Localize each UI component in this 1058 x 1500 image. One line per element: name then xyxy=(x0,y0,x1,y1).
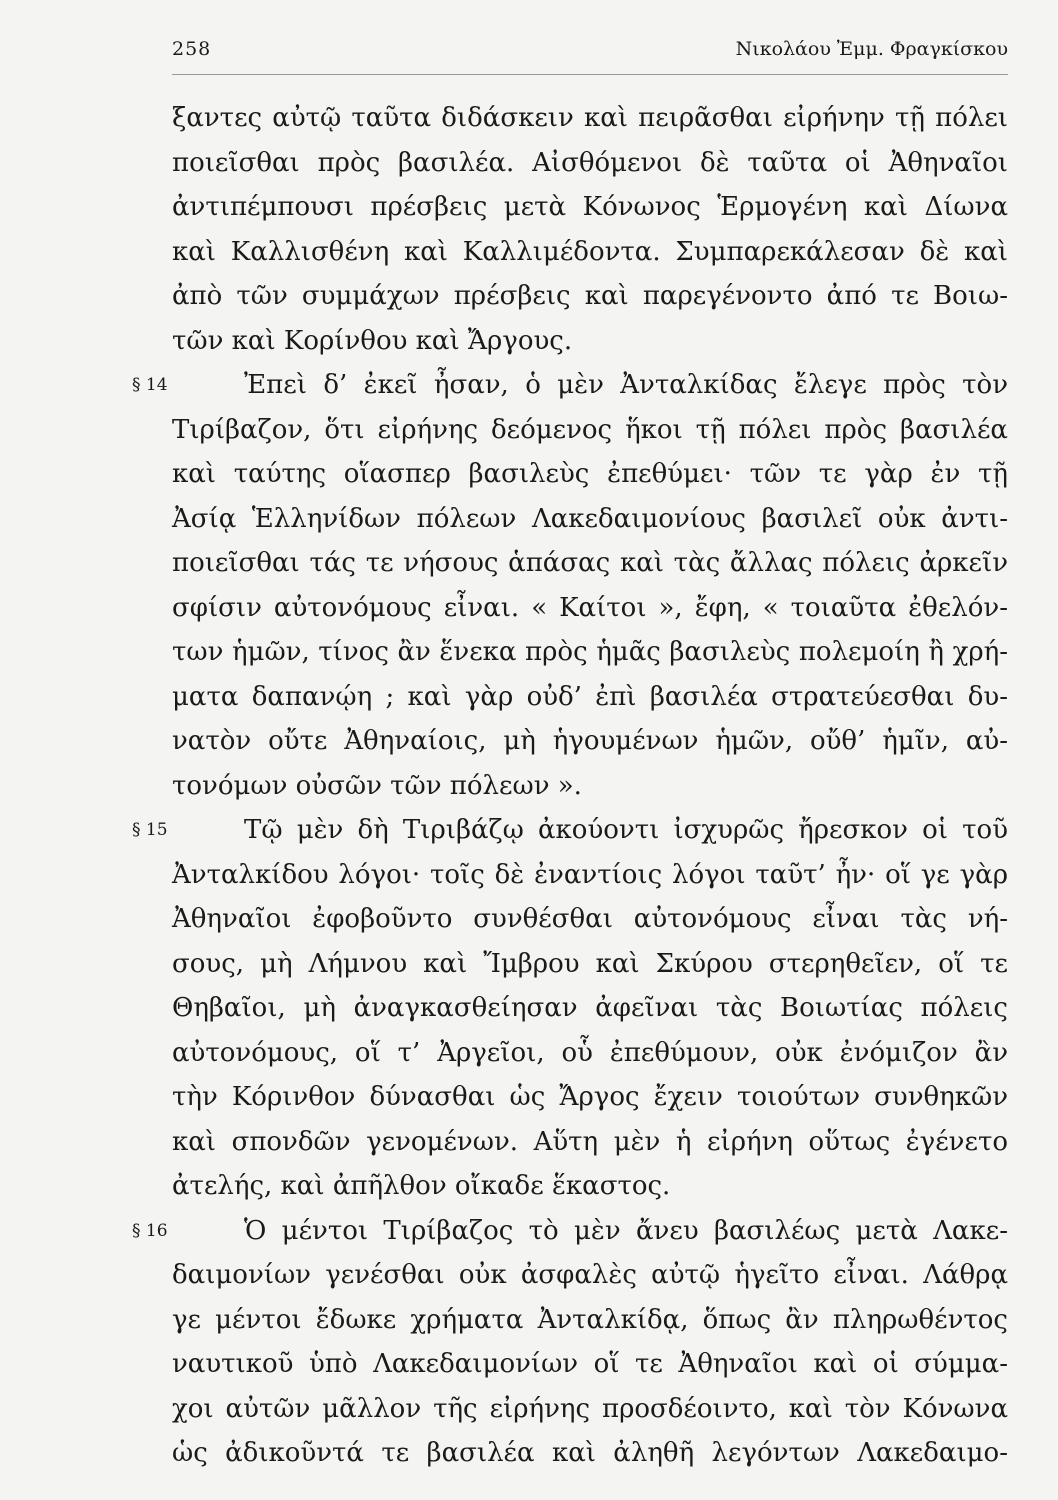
text-line: Ὁ μέντοι Τιρίβαζος τὸ μὲν ἄνευ βασιλέως μετὰ Λακε- xyxy=(244,1215,1008,1246)
section-marker: § 14 xyxy=(132,375,168,395)
text-line: Θηβαῖοι, μὴ ἀναγκασθείησαν ἀφεῖναι τὰς Βοιωτίας πόλεις xyxy=(172,993,1008,1023)
text-line: γε μέντοι ἔδωκε χρήματα Ἀνταλκίδᾳ, ὅπως ἂν πληρωθέντος xyxy=(172,1304,1008,1335)
text-line: χοι αὐτῶν μᾶλλον τῆς εἰρήνης προσδέοιντο, καὶ τὸν Κόνωνα xyxy=(172,1393,1008,1424)
body-text xyxy=(132,96,1008,1476)
paragraph-15-first-line xyxy=(132,808,1008,853)
text-line: των ἡμῶν, τίνος ἂν ἕνεκα πρὸς ἡμᾶς βασιλεὺς πολεμοίη ἢ χρή- xyxy=(172,637,1008,667)
text-line: τὴν Κόρινθον δύνασθαι ὡς Ἄργος ἔχειν τοιούτων συνθηκῶν xyxy=(172,1082,1008,1112)
text-line: ἀντιπέμπουσι πρέσβεις μετὰ Κόνωνος Ἑρμογένη καὶ Δίωνα xyxy=(172,192,1008,222)
paragraph-14-first-line xyxy=(132,363,1008,408)
text-line: Ἀθηναῖοι ἐφοβοῦντο συνθέσθαι αὐτονόμους εἶναι τὰς νή- xyxy=(172,904,1008,934)
text-line: ποιεῖσθαι τάς τε νήσους ἁπάσας καὶ τὰς ἄλλας πόλεις ἀρκεῖν xyxy=(172,548,1008,578)
page-number: 258 xyxy=(172,38,212,60)
text-line: Ἀνταλκίδου λόγοι· τοῖς δὲ ἐναντίοις λόγοι ταῦτ’ ἦν· οἵ γε γὰρ xyxy=(172,859,1008,890)
text-line: δαιμονίων γενέσθαι οὐκ ἀσφαλὲς αὐτῷ ἡγεῖτο εἶναι. Λάθρᾳ xyxy=(172,1260,1008,1290)
text-line: ξαντες αὐτῷ ταῦτα διδάσκειν καὶ πειρᾶσθαι εἰρήνην τῇ πόλει xyxy=(172,103,1008,133)
text-line: ἀπὸ τῶν συμμάχων πρέσβεις καὶ παρεγένοντο ἀπό τε Βοιω- xyxy=(172,281,1008,311)
text-line: Ἐπεὶ δ’ ἐκεῖ ἦσαν, ὁ μὲν Ἀνταλκίδας ἔλεγε πρὸς τὸν xyxy=(244,370,1008,400)
text-line: καὶ ταύτης οἵασπερ βασιλεὺς ἐπεθύμει· τῶν τε γὰρ ἐν τῇ xyxy=(172,459,1008,489)
text-line: Τιρίβαζον, ὅτι εἰρήνης δεόμενος ἥκοι τῇ πόλει πρὸς βασιλέα xyxy=(172,414,1008,445)
text-line: αὐτονόμους, οἵ τ’ Ἀργεῖοι, οὗ ἐπεθύμουν, οὐκ ἐνόμιζον ἂν xyxy=(172,1037,1008,1068)
text-line: ἀτελής, καὶ ἀπῆλθον οἴκαδε ἕκαστος. xyxy=(172,1171,671,1201)
section-marker: § 16 xyxy=(132,1220,168,1241)
text-line: Ἀσίᾳ Ἑλληνίδων πόλεων Λακεδαιμονίους βασιλεῖ οὐκ ἀντι- xyxy=(172,503,1008,534)
text-line: ὡς ἀδικοῦντά τε βασιλέα καὶ ἀληθῆ λεγόντων Λακεδαιμο- xyxy=(172,1438,1008,1468)
text-line: τονόμων οὐσῶν τῶν πόλεων ». xyxy=(172,770,582,801)
paragraph-16-first-line xyxy=(132,1209,1008,1254)
text-line: σους, μὴ Λήμνου καὶ Ἴμβρου καὶ Σκύρου στερηθεῖεν, οἵ τε xyxy=(172,948,1008,979)
section-marker: § 15 xyxy=(132,820,168,840)
text-line: ματα δαπανῴη ; καὶ γὰρ οὐδ’ ἐπὶ βασιλέα στρατεύεσθαι δυ- xyxy=(172,681,1008,712)
text-line: νατὸν οὔτε Ἀθηναίοις, μὴ ἡγουμένων ἡμῶν, οὔθ’ ἡμῖν, αὐ- xyxy=(172,726,1008,756)
running-head: Νικολάου Ἐμμ. Φραγκίσκου xyxy=(735,38,1008,60)
text-line: σφίσιν αὐτονόμους εἶναι. « Καίτοι », ἔφη, « τοιαῦτα ἐθελόν- xyxy=(172,592,1008,623)
text-line: καὶ Καλλισθένη καὶ Καλλιμέδοντα. Συμπαρεκάλεσαν δὲ καὶ xyxy=(172,236,1008,267)
text-line: καὶ σπονδῶν γενομένων. Αὕτη μὲν ἡ εἰρήνη οὕτως ἐγένετο xyxy=(172,1126,1008,1157)
page-header xyxy=(172,34,1008,75)
text-line: ποιεῖσθαι πρὸς βασιλέα. Αἰσθόμενοι δὲ ταῦτα οἱ Ἀθηναῖοι xyxy=(172,147,1008,178)
text-line: τῶν καὶ Κορίνθου καὶ Ἄργους. xyxy=(172,325,573,356)
text-line: ναυτικοῦ ὑπὸ Λακεδαιμονίων οἵ τε Ἀθηναῖοι καὶ οἱ σύμμα- xyxy=(172,1349,1008,1379)
text-line: Τῷ μὲν δὴ Τιριβάζῳ ἀκούοντι ἰσχυρῶς ἤρεσκον οἱ τοῦ xyxy=(244,815,1008,845)
